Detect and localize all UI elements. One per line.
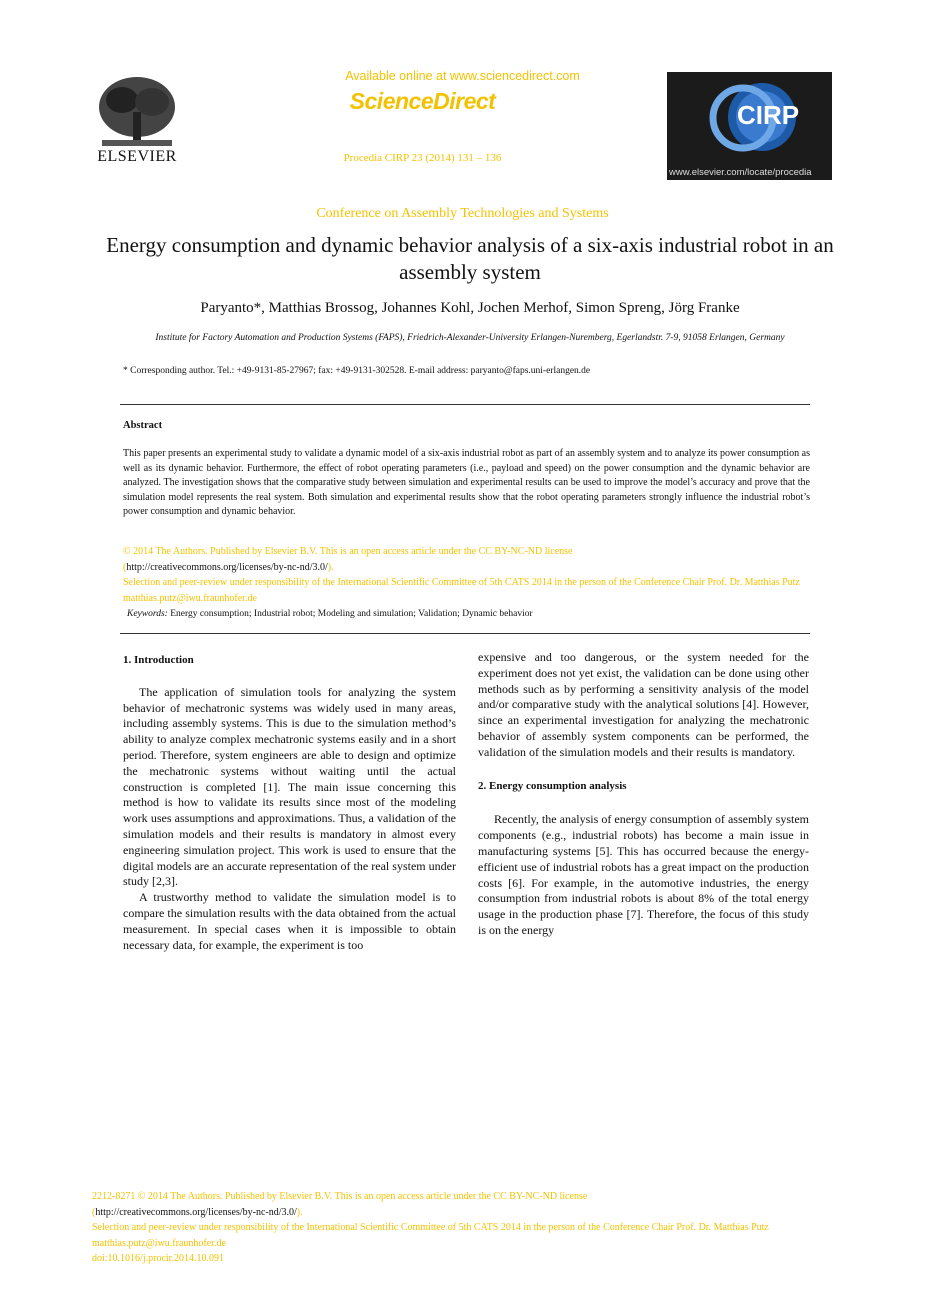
keywords-text: Energy consumption; Industrial robot; Modeling and simulation; Validation; Dynamic behavior [170,609,533,619]
footer-peer-review: Selection and peer-review under responsibility of the International Scientific Committee of 5th CATS 2014 in the person of the Conference Chair Prof. Dr. Matthias Putz matthias.putz@iwu.fraunhofer.de [92,1222,769,1249]
abstract-heading: Abstract [123,420,163,431]
license-url-line [123,560,823,576]
divider-top [120,404,810,405]
footer-doi[interactable]: doi:10.1016/j.procir.2014.10.091 [92,1253,224,1264]
footer-issn-line: 2212-8271 © 2014 The Authors. Published by Elsevier B.V. This is an open access article under the CC BY-NC-ND license [92,1191,588,1202]
license-url[interactable]: http://creativecommons.org/licenses/by-nc-nd/3.0/ [126,561,328,573]
divider-bottom [120,633,810,634]
intro-paragraph-2: A trustworthy method to validate the simulation model is to compare the simulation results with the data obtained from the actual measurement. In special cases when it is impossible to obtain necessary data, for example, the experiment is too [123,890,456,952]
energy-paragraph-1: Recently, the analysis of energy consumption of assembly system components (e.g., industrial robots) has become a main issue in manufacturing systems [5]. This has occurred because the energy-efficient use of industrial robots has a great impact on the production costs [6]. For example, in the automotive industries, the energy consumption from industrial robots is about 8% of the total energy usage in the production phase [7]. Therefore, the focus of this study is on the energy [478,812,809,937]
available-online: Available online at www.sciencedirect.com [345,69,580,83]
cirp-logo [667,72,832,180]
right-column [478,650,809,939]
right-paragraph-1: expensive and too dangerous, or the system needed for the experiment does not yet exist, the validation can be done using other methods such as by performing a sensitivity analysis of the model and/or comparative study with the analytical solutions [4]. However, since an experimental investigation for analyzing the mechatronic behavior of assembly system components can be performed, the validation of the simulation models and their results is mandatory. [478,650,809,759]
license-url-close: ). [327,561,334,573]
license-url-open: ( [123,561,127,573]
cirp-logo-text: CIRP [737,100,800,130]
footer-url-open: ( [92,1206,96,1218]
keywords-label: Keywords: [127,609,168,619]
keywords [127,609,533,619]
peer-review-line: Selection and peer-review under responsibility of the International Scientific Committee of 5th CATS 2014 in the person of the Conference Chair Prof. Dr. Matthias Putz matthias.putz@iwu.fraunhofer.de [123,577,800,604]
corresponding-author: * Corresponding author. Tel.: +49-9131-85-27967; fax: +49-9131-302528. E-mail address: paryanto@faps.uni-erlangen.de [123,366,591,376]
author-list: Paryanto*, Matthias Brossog, Johannes Kohl, Jochen Merhof, Simon Spreng, Jörg Franke [200,300,740,316]
abstract-text: This paper presents an experimental study to validate a dynamic model of a six-axis industrial robot as part of an assembly system and to analyze its power consumption as well as its dynamic behavior. Furthermore, the effect of robot operating parameters (i.e., payload and speed) on the power consumption and the dynamic behavior are analyzed. The investigation shows that the comparative study between simulation and experimental results can be used to improve the model’s accuracy and prove that the simulation model represents the real system. Both simulation and experimental results show that the robot operating parameters strongly influence the industrial robot’s power consumption and dynamic behavior. [123,448,810,517]
intro-paragraph-1: The application of simulation tools for analyzing the system behavior of mechatronic systems was widely used in many areas, including assembly systems. This is due to the simulation method’s ability to analyze complex mechatronic systems easily and in a short period. Therefore, system engineers are able to design and optimize the mechatronic systems without waiting until the actual construction is completed [1]. The main issue concerning this method is how to validate its results since most of the modeling work uses assumptions and approximations. Thus, a validation of the simulation models and their results is mandatory in almost every engineering simulation project. This work is used to ensure that the digital models are an accurate representation of the real system under study [2,3]. [123,684,456,889]
left-column [123,653,456,953]
license-line: © 2014 The Authors. Published by Elsevier B.V. This is an open access article under the CC BY-NC-ND license [123,546,573,557]
footer [92,1189,812,1267]
footer-url-close: ). [296,1206,303,1218]
section-heading-introduction: 1. Introduction [123,654,194,666]
footer-url-line [92,1205,812,1221]
cirp-url[interactable]: www.elsevier.com/locate/procedia [669,167,812,178]
affiliation: Institute for Factory Automation and Production Systems (FAPS), Friedrich-Alexander-University Erlangen-Nuremberg, Egerlandstr. 7-9, 91058 Erlangen, Germany [155,333,785,343]
conference-name: Conference on Assembly Technologies and Systems [316,206,609,221]
sciencedirect-logo: ScienceDirect [349,88,496,114]
journal-reference: Procedia CIRP 23 (2014) 131 – 136 [343,152,502,164]
license-block [123,544,823,606]
elsevier-wordmark: ELSEVIER [97,148,177,165]
section-heading-energy: 2. Energy consumption analysis [478,779,627,792]
paper-title: Energy consumption and dynamic behavior analysis of a six-axis industrial robot in an assembly system [106,233,834,284]
footer-url[interactable]: http://creativecommons.org/licenses/by-nc-nd/3.0/ [95,1206,297,1218]
